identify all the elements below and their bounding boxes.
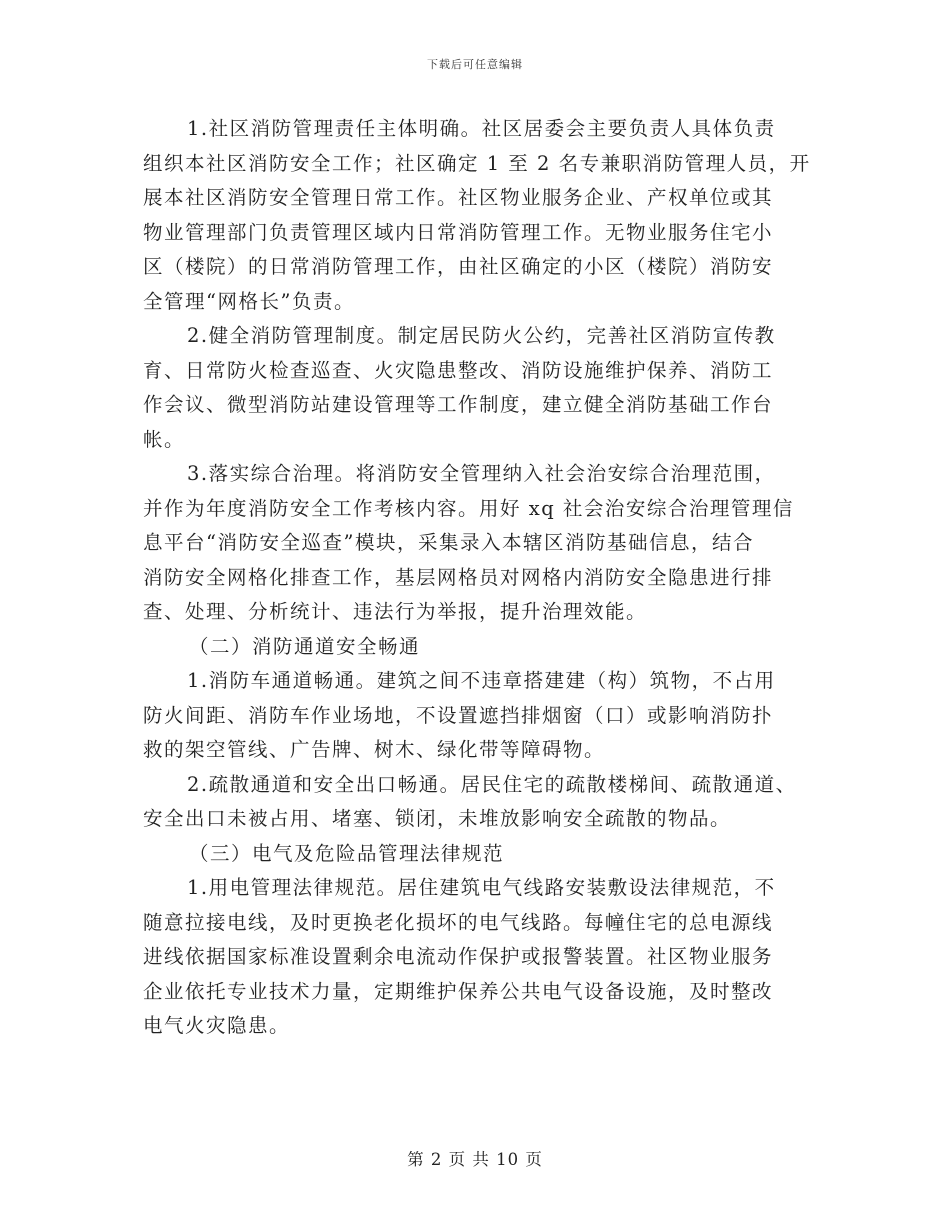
paragraph-line: 防火间距、消防车作业场地，不设置遮挡排烟窗（口）或影响消防扑	[143, 703, 774, 727]
paragraph-line: 查、处理、分析统计、违法行为举报，提升治理效能。	[143, 600, 648, 623]
paragraph-line: 物业管理部门负责管理区域内日常消防管理工作。无物业服务住宅小	[143, 220, 774, 244]
paragraph-line: 救的架空管线、广告牌、树木、绿化带等障碍物。	[143, 738, 606, 761]
paragraph-line: 育、日常防火检查巡查、火灾隐患整改、消防设施维护保养、消防工	[143, 358, 774, 382]
page-header-note: 下载后可任意编辑	[427, 58, 523, 71]
paragraph-line: 2.健全消防管理制度。制定居民防火公约，完善社区消防宣传教	[187, 324, 776, 347]
paragraph-line: 区（楼院）的日常消防管理工作，由社区确定的小区（楼院）消防安	[143, 255, 774, 278]
paragraph-line: 进线依据国家标准设置剩余电流动作保护或报警装置。社区物业服务	[143, 945, 774, 968]
paragraph-line: 帐。	[143, 427, 186, 451]
paragraph-line: 随意拉接电线，及时更换老化损坏的电气线路。每幢住宅的总电源线	[143, 910, 774, 934]
paragraph-line: 安全出口未被占用、堵塞、锁闭，未堆放影响安全疏散的物品。	[143, 807, 732, 830]
paragraph-line: 2.疏散通道和安全出口畅通。居民住宅的疏散楼梯间、疏散通道、	[187, 772, 797, 796]
paragraph-line: 全管理“网格长”负责。	[143, 289, 355, 313]
paragraph-line: 1.消防车通道畅通。建筑之间不违章搭建建（构）筑物，不占用	[187, 669, 776, 692]
paragraph-line: 1.用电管理法律规范。居住建筑电气线路安装敷设法律规范，不	[187, 876, 776, 899]
paragraph-line: 组织本社区消防安全工作；社区确定 1 至 2 名专兼职消防管理人员，开	[143, 151, 811, 175]
paragraph-line: 并作为年度消防安全工作考核内容。用好 xq 社会治安综合治理管理信	[143, 496, 794, 520]
paragraph-line: 息平台“消防安全巡查”模块，采集录入本辖区消防基础信息，结合	[143, 531, 754, 554]
paragraph-line: 3.落实综合治理。将消防安全管理纳入社会治安综合治理范围，	[187, 462, 776, 485]
paragraph-line: 1.社区消防管理责任主体明确。社区居委会主要负责人具体负责	[187, 117, 776, 140]
page-number-indicator: 第 2 页 共 10 页	[407, 1150, 543, 1169]
paragraph-line: 企业依托专业技术力量，定期维护保养公共电气设备设施，及时整改	[143, 979, 774, 1003]
paragraph-line: 展本社区消防安全管理日常工作。社区物业服务企业、产权单位或其	[143, 186, 774, 209]
section-heading: （二）消防通道安全畅通	[189, 634, 421, 658]
paragraph-line: 电气火灾隐患。	[143, 1014, 291, 1037]
document-body	[143, 112, 813, 1044]
section-heading: （三）电气及危险品管理法律规范	[189, 841, 505, 865]
paragraph-line: 消防安全网格化排查工作，基层网格员对网格内消防安全隐患进行排	[143, 565, 774, 589]
paragraph-line: 作会议、微型消防站建设管理等工作制度，建立健全消防基础工作台	[143, 393, 774, 416]
